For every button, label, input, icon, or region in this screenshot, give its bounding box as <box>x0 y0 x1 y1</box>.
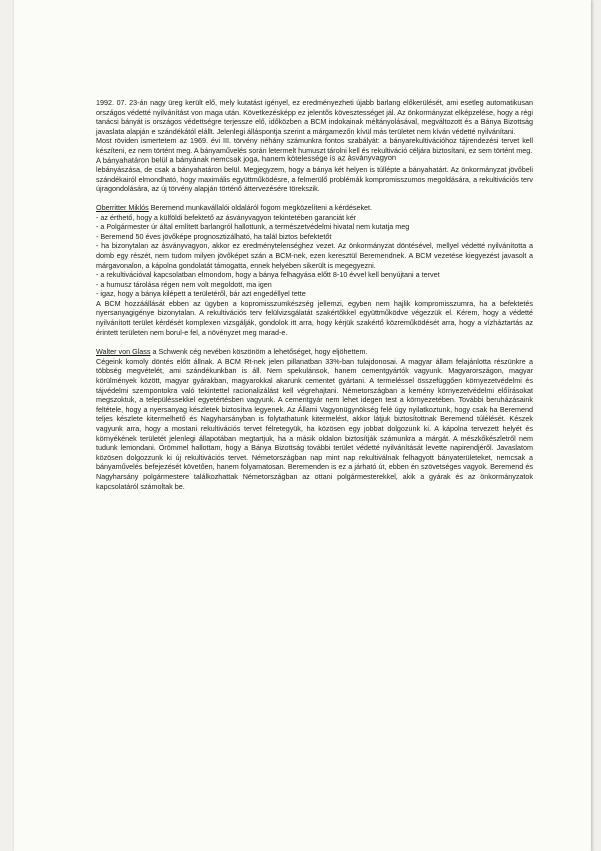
speaker-name: Walter von Glass <box>96 347 151 357</box>
list-item: - igaz, hogy a bánya kilépett a területéről, bár azt engedéllyel tette <box>96 289 306 299</box>
paragraph: Cégeink komoly döntés előtt állnak. A BCM Rt-nek jelen pillanatban 33%-ban tulajdonosai. A magyar állam felajánlotta részünkre a többség megvételét, ami szándékunkban is áll. Nem spekulánsok, hanem cementgyártók vagyunk. Magyarországon, magyar körülmények között, magyar gyárakban, magyarokkal akarunk cementet gyártani. A termeléssel összefüggően környezetvédelmi és tájvédelmi szempontokra való tekintettel racionalizálást kell végrehajtani. Németországban a kemény környezetvédelmi előírásokat megszoktuk, a településsekkel egyetértésben vagyunk. A cementgyár nem lehet idegen test a környezetében. További beruházásaink feltétele, hogy a nyersanyag készletek biztosítva legyenek. Az Állami Vagyonügynökség felé úgy nyilatkoztunk, hogy csak ha Beremend teljes készlete kitermelhető és Nagyharsányban is folytathatunk kitermelést, akkor látjuk biztosítottnak Beremend túlélését. Készek vagyunk arra, hogy a mostani rekultivációs tervet félretegyük, ha közösen egy jobbat dolgozunk ki. A kápolna tervezett helyét és környékének területét jelenlegi állapotában megtartjuk, ha a másik oldalon biztosítják számunkra a márgát. A mészkőkészletről nem tudunk lemondani. Örömmel hallottam, hogy a Bánya Bizottság további terület védetté nyilvánítását levette napirendjéről. Javaslatom közösen dolgozzunk ki új rekultivációs tervet. Németországban nap mint nap rekultiválnak felhagyott bányaterületeket, nemcsak a bányaművelés befejezését követően, hanem folyamatosan. Beremenden is ez a járható út, ebben én szövetséges vagyok. Beremend és Nagyharsány polgármestere találkozhattak Németországban az ottani polgármesterekkel, akik a gyárak és az önkormányzatok kapcsolatáról számoltak be. <box>96 356 533 491</box>
document-body <box>96 98 533 491</box>
list-item: - Beremend 50 éves jövőképe prognosztizálható, ha talál biztos befektetőt <box>96 231 332 241</box>
paragraph: A BCM hozzáállását ebben az ügyben a kopromisszumkészség jellemzi, egyben nem hajlik kompromisszumra, ha a befektetés nyersanyagigénye bizonytalan. A rekultivációs terv felülvizsgálatát szakértőkkel együttműködve végezzük el. Kérem, hogy a védetté nyilvánított terület kérdését komplexen vizsgálják, gondolok itt arra, hogy kérjük szakértő közreműködését arra, hogy a vízháztartás az érintett területen nem borul-e fel, a növényzet meg marad-e. <box>96 298 533 337</box>
list-item: - a humusz tárolása régen nem volt megoldott, ma igen <box>96 279 272 289</box>
speaker-intro: a Schwenk cég nevében köszönöm a lehetőséget, hogy eljöhettem. <box>150 347 368 357</box>
list-item: - az érthető, hogy a külföldi befektető az ásványvagyon tekintetében garanciát kér <box>96 212 357 222</box>
speaker-name: Oberritter Miklós <box>96 202 149 212</box>
paragraph: 1992. 07. 23-án nagy üreg került elő, mely kutatást igényel, ez eredményezheti újabb barlang előkerülését, ami esetleg automatikusan országos védetté nyilvánítást von maga után. Következésképp ez jelentős kövesztességet jál. Az önkormányzat elképzelése, hogy a régi tanácsi bányát is országos védettségre terjessze elő, időközben a BCM indokainak méltányolásával, megváltozott és a Bánya Bizottság javaslata alapján e szándékától elállt. Jelenlegi álláspontja szerint a márgamezőn kívül más területet nem kíván védetté nyilvánítani. <box>96 98 533 136</box>
paragraph: lebányászása, de csak a bányahatáron belül. Megjegyzem, hogy a bánya két helyen is túllépte a bányahatárt. Az önkormányzat jövőbeli szándékairól elmondható, hogy maximális együttműködésre, a felmerülő problémák kompromisszumos megoldására, a rekultivációs terv újragondolására, az új törvény alapján történő áttervezésére törekszik. <box>96 165 533 194</box>
list-item: - a Polgármester úr által említett barlangról hallottunk, a természetvédelmi hivatal nem kutatja meg <box>96 222 410 232</box>
paragraph: Most röviden ismertetem az 1969. évi III. törvény néhány számunkra fontos szabályát: a bányarekultivációhoz tájrendezési tervet kell készíteni, ez nem történt meg. A bányaművelés során letermelt humuszt tárolni kell és rekultiváció céljára biztosítani, ez sem történt meg. <box>96 136 533 155</box>
speaker-paragraph <box>96 203 533 213</box>
speaker-intro: Beremend munkavállalói oldaláról fogom megközelíteni a kérdéseket. <box>148 202 373 212</box>
speaker-paragraph <box>96 347 533 357</box>
list-item: - a rekultivációval kapcsolatban elmondom, hogy a bánya felhagyása előtt 8-10 évvel kell benyújtani a tervet <box>96 270 440 280</box>
tilted-line: A bányahatáron belül a bányának nemcsak joga, hanem kötelessége is az ásványvagyon <box>95 152 397 165</box>
document-page <box>14 0 591 851</box>
list-item: - ha bizonytalan az ásványvagyon, akkor ez eredménytelenséghez vezet. Az önkormányzat döntésével, mellyel védetté nyilvánította a domb egy részét, nem tudom milyen jövőképet szán a BCM-nek, ezen keresztül Beremendnek. A BCM vezetése kiegyezést javasolt a márgavonalon, a kápolna gondolatát támogatta, ennek helyében sikerült is megegyezni. <box>96 241 533 270</box>
